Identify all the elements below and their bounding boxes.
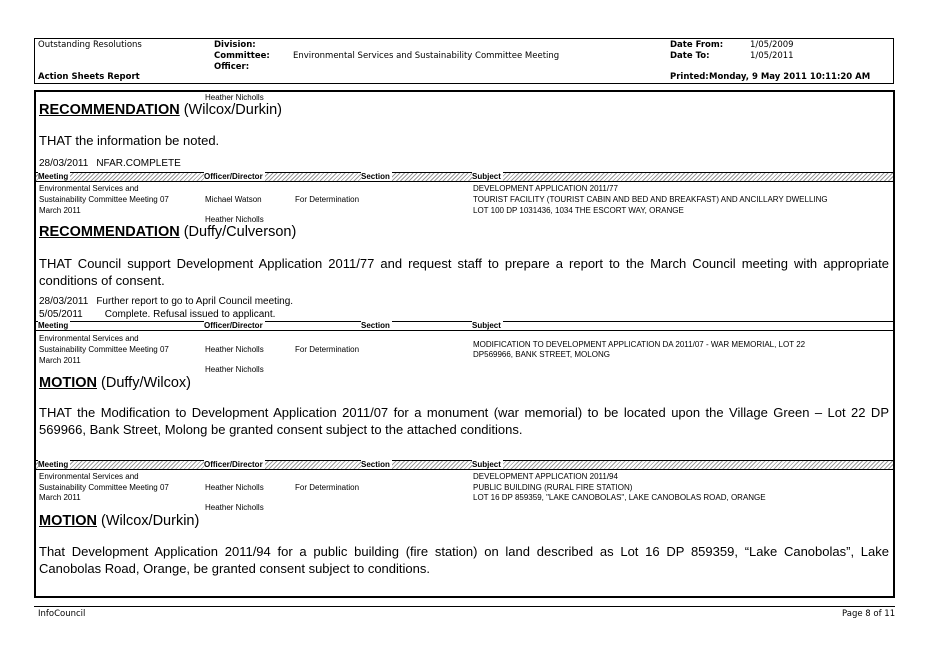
col-subject: Subject: [472, 460, 501, 469]
col-section: Section: [361, 321, 390, 330]
resolution-text: That Development Application 2011/94 for a public building (fire station) on land described as Lot 16 DP 859359, “Lake Canobolas”, Lake Canobolas Road, Orange, be granted consent subject to conditions.: [39, 544, 889, 576]
officer-repeat: Heather Nicholls: [205, 93, 264, 102]
col-officer: Officer/Director: [204, 460, 263, 469]
resolution-heading: [39, 224, 296, 240]
committee-label: Committee:: [214, 51, 270, 61]
meeting-name: Sustainability Committee Meeting 07: [39, 195, 169, 204]
heading-type: RECOMMENDATION: [39, 102, 180, 118]
col-subject: Subject: [472, 172, 501, 181]
heading-type: MOTION: [39, 375, 97, 391]
action-note: NFAR.COMPLETE: [96, 158, 181, 169]
officer-repeat: Heather Nicholls: [205, 503, 264, 512]
action-note: Complete. Refusal issued to applicant.: [104, 309, 276, 320]
subject-line: DP569966, BANK STREET, MOLONG: [473, 350, 610, 359]
meeting-name: March 2011: [39, 493, 81, 502]
report-type: Action Sheets Report: [38, 72, 140, 82]
col-subject: Subject: [472, 321, 501, 330]
printed-label: Printed:: [670, 72, 709, 82]
subject-line: LOT 100 DP 1031436, 1034 THE ESCORT WAY, ORANGE: [473, 206, 684, 215]
subject-line: TOURIST FACILITY (TOURIST CABIN AND BED AND BREAKFAST) AND ANCILLARY DWELLING: [473, 195, 828, 204]
resolution-text: THAT Council support Development Application 2011/77 and request staff to prepare a report to the March Council meeting with appropriate conditions of consent.: [39, 256, 889, 288]
heading-movers: (Duffy/Culverson): [179, 224, 297, 240]
action-line: [39, 158, 181, 169]
resolution-heading: [39, 102, 282, 118]
col-officer: Officer/Director: [204, 321, 263, 330]
subject-line: PUBLIC BUILDING (RURAL FIRE STATION): [473, 483, 633, 492]
section-name: For Determination: [295, 195, 360, 204]
officer-name: Heather Nicholls: [205, 483, 264, 492]
date-to-label: Date To:: [670, 51, 710, 61]
resolution-heading: [39, 375, 191, 391]
footer-app-name: InfoCouncil: [38, 609, 86, 619]
division-label: Division:: [214, 40, 256, 50]
action-line: [39, 296, 293, 307]
committee-value: Environmental Services and Sustainability Committee Meeting: [293, 51, 560, 61]
printed-value: Monday, 9 May 2011 10:11:20 AM: [709, 72, 871, 82]
col-meeting: Meeting: [38, 172, 69, 181]
heading-movers: (Wilcox/Durkin): [179, 102, 283, 118]
table-header-bar: [36, 321, 893, 331]
meeting-name: Sustainability Committee Meeting 07: [39, 345, 169, 354]
subject-line: LOT 16 DP 859359, "LAKE CANOBOLAS", LAKE CANOBOLAS ROAD, ORANGE: [473, 493, 766, 502]
subject-line: MODIFICATION TO DEVELOPMENT APPLICATION DA 2011/07 - WAR MEMORIAL, LOT 22: [473, 340, 806, 349]
meeting-name: Environmental Services and: [39, 334, 139, 343]
subject-line: DEVELOPMENT APPLICATION 2011/94: [473, 472, 618, 481]
heading-type: RECOMMENDATION: [39, 224, 180, 240]
heading-type: MOTION: [39, 513, 97, 529]
col-meeting: Meeting: [38, 321, 69, 330]
report-name: Outstanding Resolutions: [38, 40, 142, 50]
officer-repeat: Heather Nicholls: [205, 365, 264, 374]
heading-movers: (Wilcox/Durkin): [97, 513, 200, 529]
officer-repeat: Heather Nicholls: [205, 215, 264, 224]
date-from-label: Date From:: [670, 40, 724, 50]
action-note: Further report to go to April Council meeting.: [96, 296, 294, 307]
footer-divider: [34, 606, 895, 607]
heading-movers: (Duffy/Wilcox): [97, 375, 191, 391]
meeting-name: Sustainability Committee Meeting 07: [39, 483, 169, 492]
action-date: 5/05/2011: [39, 309, 83, 320]
section-name: For Determination: [295, 345, 360, 354]
subject-line: DEVELOPMENT APPLICATION 2011/77: [473, 184, 618, 193]
action-date: 28/03/2011: [39, 158, 89, 169]
meeting-name: Environmental Services and: [39, 184, 139, 193]
action-date: 28/03/2011: [39, 296, 89, 307]
action-line: [39, 309, 275, 320]
officer-name: Heather Nicholls: [205, 345, 264, 354]
table-header-bar: [36, 172, 893, 182]
date-from-value: 1/05/2009: [750, 40, 794, 50]
table-header-bar: [36, 460, 893, 470]
section-name: For Determination: [295, 483, 360, 492]
resolution-heading: [39, 513, 199, 529]
resolution-text: THAT the Modification to Development Application 2011/07 for a monument (war memorial) to be located upon the Village Green – Lot 22 DP 569966, Bank Street, Molong be granted consent subject to the attached conditions.: [39, 405, 889, 437]
officer-label: Officer:: [214, 62, 250, 72]
resolution-text: THAT the information be noted.: [39, 133, 220, 148]
meeting-name: Environmental Services and: [39, 472, 139, 481]
col-officer: Officer/Director: [204, 172, 263, 181]
col-section: Section: [361, 172, 390, 181]
col-section: Section: [361, 460, 390, 469]
footer-page-number: Page 8 of 11: [842, 609, 896, 619]
officer-name: Michael Watson: [205, 195, 262, 204]
col-meeting: Meeting: [38, 460, 69, 469]
meeting-name: March 2011: [39, 206, 81, 215]
date-to-value: 1/05/2011: [750, 51, 794, 61]
meeting-name: March 2011: [39, 356, 81, 365]
